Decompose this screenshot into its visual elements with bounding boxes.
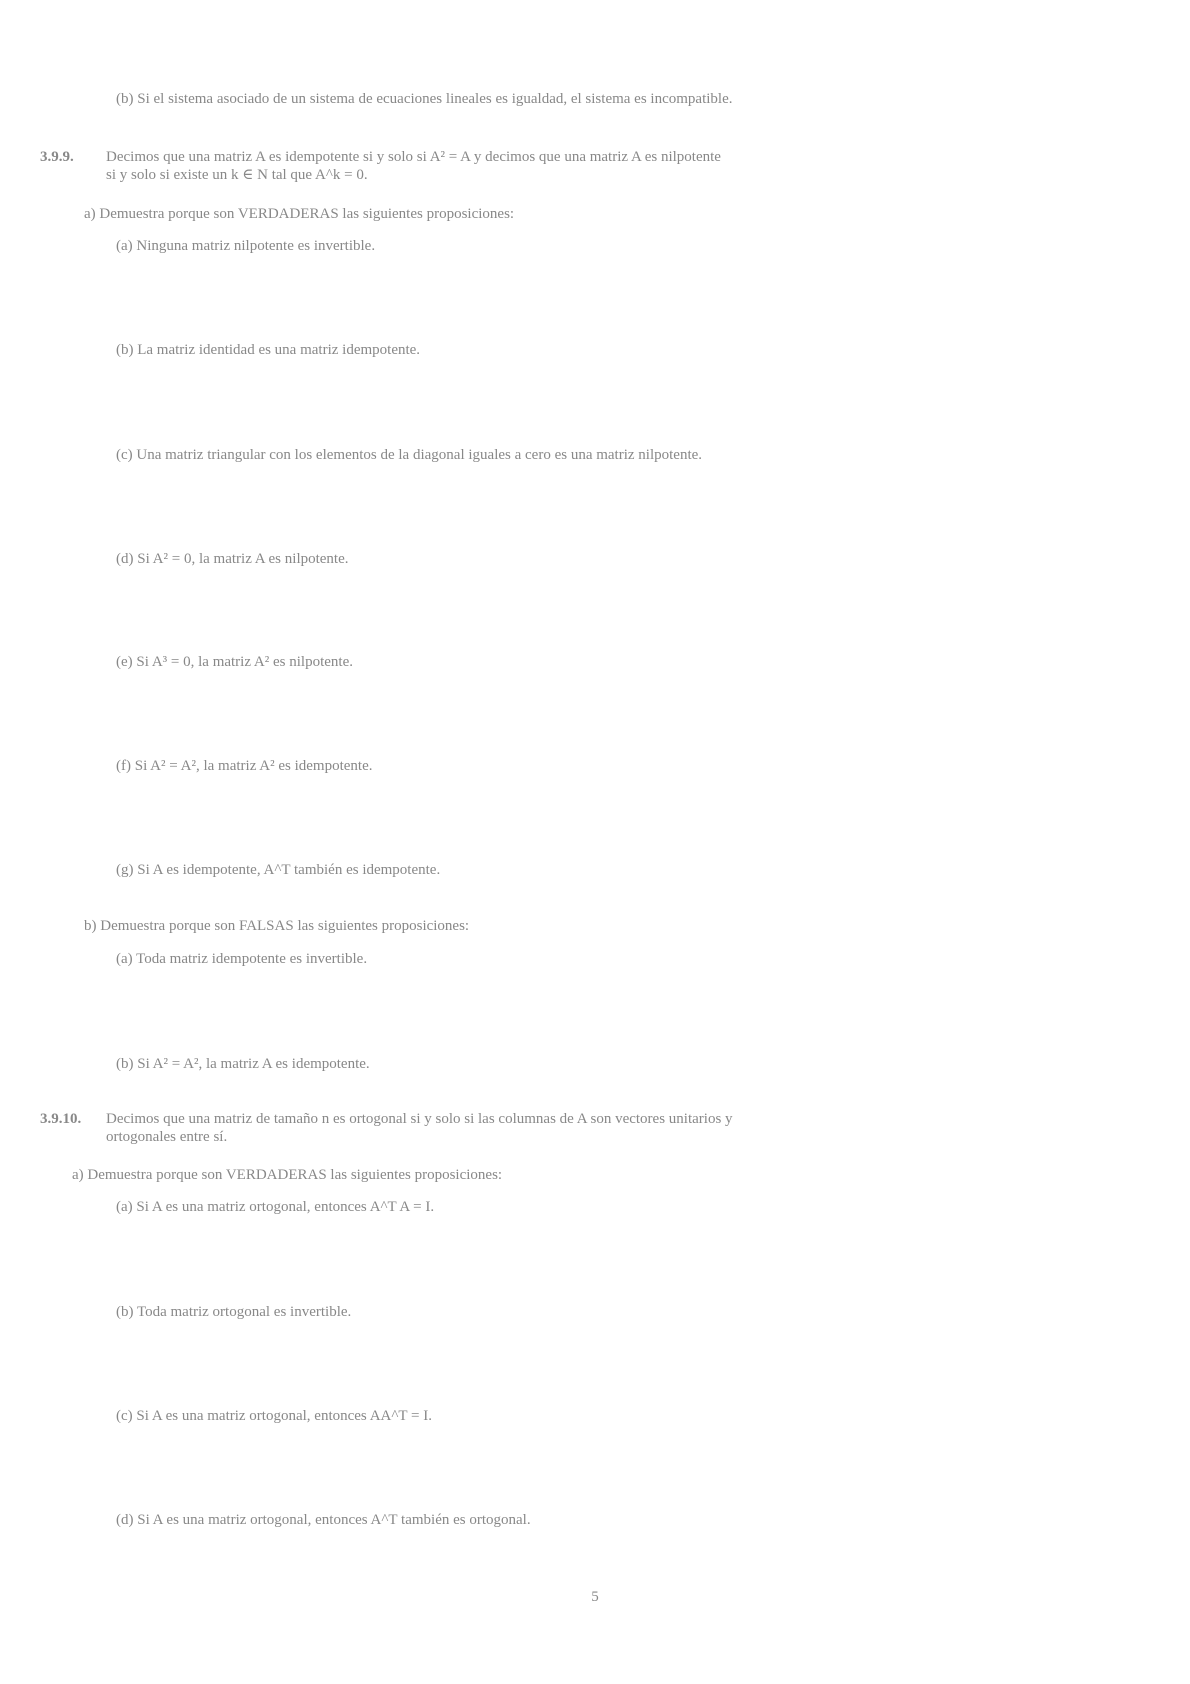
problem-statement: Decimos que una matriz de tamaño n es ortogonal si y solo si las columnas de A son vectores unitarios y (106, 1111, 733, 1127)
item-text: (f) Si A² = A², la matriz A² es idempotente. (116, 758, 373, 774)
item-text: (c) Si A es una matriz ortogonal, entonces AA^T = I. (116, 1408, 432, 1424)
problem-number: 3.9.10. (40, 1111, 82, 1127)
item-text: (d) Si A es una matriz ortogonal, entonces A^T también es ortogonal. (116, 1512, 531, 1528)
item-text: (b) La matriz identidad es una matriz idempotente. (116, 342, 421, 358)
item-text: (a) Si A es una matriz ortogonal, entonces A^T A = I. (116, 1199, 435, 1215)
problem-statement-cont: ortogonales entre sí. (106, 1129, 228, 1145)
part-heading: a) Demuestra porque son VERDADERAS las siguientes proposiciones: (84, 206, 515, 222)
part-heading: b) Demuestra porque son FALSAS las siguientes proposiciones: (84, 918, 470, 934)
part-heading: a) Demuestra porque son VERDADERAS las siguientes proposiciones: (72, 1167, 503, 1183)
item-text: (d) Si A² = 0, la matriz A es nilpotente. (116, 551, 349, 567)
item-text: (b) Si A² = A², la matriz A es idempotente. (116, 1056, 370, 1072)
problem-statement: Decimos que una matriz A es idempotente si y solo si A² = A y decimos que una matriz A es nilpotente (106, 149, 721, 165)
item-text: (c) Una matriz triangular con los elementos de la diagonal iguales a cero es una matriz nilpotente. (116, 447, 703, 463)
problem-statement-cont: si y solo si existe un k ∈ N tal que A^k = 0. (106, 167, 368, 183)
item-text: (b) Si el sistema asociado de un sistema de ecuaciones lineales es igualdad, el sistema es incompatible. (116, 91, 733, 107)
problem-number: 3.9.9. (40, 149, 74, 165)
item-text: (a) Ninguna matriz nilpotente es invertible. (116, 238, 376, 254)
item-text: (g) Si A es idempotente, A^T también es idempotente. (116, 862, 441, 878)
item-text: (b) Toda matriz ortogonal es invertible. (116, 1304, 352, 1320)
item-text: (e) Si A³ = 0, la matriz A² es nilpotente. (116, 654, 353, 670)
item-text: (a) Toda matriz idempotente es invertible. (116, 951, 368, 967)
page-number: 5 (591, 1589, 599, 1605)
